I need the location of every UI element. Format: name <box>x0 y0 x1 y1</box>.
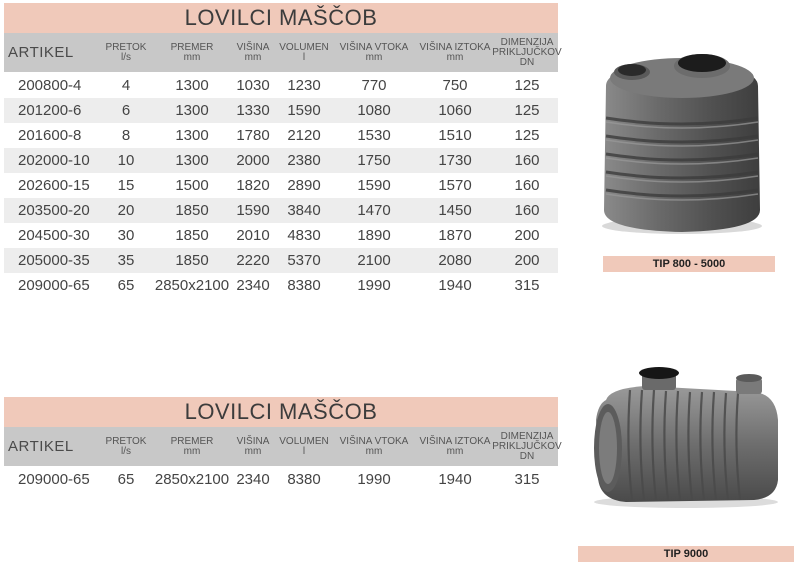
cell-premer: 1850 <box>175 252 209 269</box>
header-unit: l <box>302 445 306 457</box>
header-artikel: ARTIKEL <box>8 43 74 61</box>
table-row <box>4 467 558 492</box>
cell-artikel: 209000-65 <box>18 277 90 294</box>
cell-pretok: 35 <box>117 252 135 269</box>
header-label: PRETOK <box>105 435 147 447</box>
header-label: VIŠINA VTOKA <box>339 435 409 447</box>
cell-dimenzija: 160 <box>514 177 540 194</box>
grease-separator-table-2 <box>4 397 562 492</box>
cell-visina: 2340 <box>236 471 270 488</box>
cell-visina-vtoka: 1590 <box>357 177 391 194</box>
cell-visina: 1590 <box>236 202 270 219</box>
cell-artikel: 204500-30 <box>18 227 90 244</box>
cell-premer: 1300 <box>175 152 209 169</box>
header-unit: DN <box>519 56 535 68</box>
header-label: VIŠINA IZTOKA <box>419 435 491 447</box>
table-row <box>4 273 558 298</box>
cell-visina: 1820 <box>236 177 270 194</box>
cell-visina: 1330 <box>236 102 270 119</box>
table-row <box>4 198 558 223</box>
cell-dimenzija: 315 <box>514 277 540 294</box>
table-row <box>4 148 558 173</box>
cell-pretok: 10 <box>117 152 135 169</box>
table-header <box>4 33 562 73</box>
cell-dimenzija: 315 <box>514 471 540 488</box>
header-unit: mm <box>183 445 201 457</box>
header-visina-iztoka <box>414 43 496 63</box>
table-row <box>4 173 558 198</box>
header-unit: mm <box>244 445 262 457</box>
table-body <box>4 73 558 298</box>
cell-dimenzija: 160 <box>514 202 540 219</box>
cell-dimenzija: 200 <box>514 227 540 244</box>
cell-visina-vtoka: 1080 <box>357 102 391 119</box>
cell-visina-iztoka: 1870 <box>438 227 472 244</box>
header-unit: l/s <box>121 445 131 457</box>
cell-pretok: 20 <box>117 202 135 219</box>
header-unit: l <box>302 51 306 63</box>
table-body <box>4 467 558 492</box>
table-row <box>4 248 558 273</box>
header-label: PRIKLJUČKOV <box>492 46 562 58</box>
cell-visina-iztoka: 1060 <box>438 102 472 119</box>
header-volumen <box>274 437 334 457</box>
header-volumen <box>274 43 334 63</box>
cell-visina-vtoka: 1890 <box>357 227 391 244</box>
cell-volumen: 8380 <box>287 471 321 488</box>
cell-visina: 2220 <box>236 252 270 269</box>
cell-visina-iztoka: 1450 <box>438 202 472 219</box>
cell-pretok: 65 <box>117 277 135 294</box>
cell-premer: 1300 <box>175 77 209 94</box>
cell-volumen: 2380 <box>287 152 321 169</box>
cell-volumen: 2120 <box>287 127 321 144</box>
header-unit: l/s <box>121 51 131 63</box>
cell-visina-iztoka: 750 <box>442 77 468 94</box>
cell-visina-iztoka: 1730 <box>438 152 472 169</box>
header-visina-vtoka <box>334 437 414 457</box>
header-label: PREMER <box>170 41 214 53</box>
cell-artikel: 209000-65 <box>18 471 90 488</box>
cell-visina: 1030 <box>236 77 270 94</box>
header-artikel: ARTIKEL <box>8 437 74 455</box>
table-title: LOVILCI MAŠČOB <box>4 3 558 33</box>
cell-premer: 2850x2100 <box>154 277 230 294</box>
header-premer <box>152 437 232 457</box>
cell-pretok: 65 <box>117 471 135 488</box>
header-label: VIŠINA VTOKA <box>339 41 409 53</box>
cell-volumen: 1590 <box>287 102 321 119</box>
table-title: LOVILCI MAŠČOB <box>4 397 558 427</box>
cell-visina-iztoka: 1570 <box>438 177 472 194</box>
cell-visina: 2340 <box>236 277 270 294</box>
cell-visina-iztoka: 1510 <box>438 127 472 144</box>
cell-visina: 2010 <box>236 227 270 244</box>
header-label: PRETOK <box>105 41 147 53</box>
cell-visina-iztoka: 1940 <box>438 277 472 294</box>
header-visina-vtoka <box>334 43 414 63</box>
cell-dimenzija: 125 <box>514 102 540 119</box>
product-type-label: TIP 9000 <box>578 546 794 562</box>
cell-pretok: 15 <box>117 177 135 194</box>
cell-visina-vtoka: 1530 <box>357 127 391 144</box>
cell-volumen: 1230 <box>287 77 321 94</box>
cell-visina-vtoka: 1470 <box>357 202 391 219</box>
table-row <box>4 223 558 248</box>
header-label: VIŠINA IZTOKA <box>419 41 491 53</box>
cell-artikel: 201200-6 <box>18 102 82 119</box>
cell-dimenzija: 160 <box>514 152 540 169</box>
cell-visina-vtoka: 1990 <box>357 277 391 294</box>
cell-dimenzija: 125 <box>514 127 540 144</box>
cell-visina-iztoka: 1940 <box>438 471 472 488</box>
header-unit: mm <box>365 445 383 457</box>
header-label: VIŠINA <box>236 41 270 53</box>
cell-premer: 1300 <box>175 102 209 119</box>
grease-separator-table-1 <box>4 3 562 298</box>
header-pretok <box>100 437 152 457</box>
header-label: VOLUMEN <box>279 41 329 53</box>
header-label: VIŠINA <box>236 435 270 447</box>
product-type-label: TIP 800 - 5000 <box>603 256 775 272</box>
cell-artikel: 202600-15 <box>18 177 90 194</box>
cell-artikel: 201600-8 <box>18 127 82 144</box>
header-dimenzija <box>492 430 562 462</box>
cell-premer: 1850 <box>175 202 209 219</box>
cell-dimenzija: 200 <box>514 252 540 269</box>
header-unit: mm <box>446 51 464 63</box>
cell-premer: 1300 <box>175 127 209 144</box>
table-row <box>4 123 558 148</box>
cell-visina: 2000 <box>236 152 270 169</box>
cell-volumen: 5370 <box>287 252 321 269</box>
cell-visina-vtoka: 1990 <box>357 471 391 488</box>
cell-volumen: 8380 <box>287 277 321 294</box>
header-visina <box>232 437 274 457</box>
horizontal-tank-icon <box>586 360 786 510</box>
cell-visina-iztoka: 2080 <box>438 252 472 269</box>
header-unit: mm <box>365 51 383 63</box>
cell-volumen: 4830 <box>287 227 321 244</box>
cell-premer: 1850 <box>175 227 209 244</box>
cell-artikel: 205000-35 <box>18 252 90 269</box>
table-row <box>4 98 558 123</box>
header-label: DIMENZIJA <box>500 430 554 442</box>
cell-pretok: 30 <box>117 227 135 244</box>
cell-visina-vtoka: 2100 <box>357 252 391 269</box>
table-row <box>4 73 558 98</box>
cell-pretok: 6 <box>121 102 131 119</box>
header-unit: mm <box>244 51 262 63</box>
cell-volumen: 3840 <box>287 202 321 219</box>
header-visina <box>232 43 274 63</box>
header-dimenzija <box>492 36 562 68</box>
cell-pretok: 8 <box>121 127 131 144</box>
cell-visina-vtoka: 1750 <box>357 152 391 169</box>
header-visina-iztoka <box>414 437 496 457</box>
header-unit: DN <box>519 450 535 462</box>
cell-artikel: 200800-4 <box>18 77 82 94</box>
table-header <box>4 427 562 467</box>
cell-pretok: 4 <box>121 77 131 94</box>
header-label: PRIKLJUČKOV <box>492 440 562 452</box>
header-label: VOLUMEN <box>279 435 329 447</box>
cell-artikel: 203500-20 <box>18 202 90 219</box>
header-label: PREMER <box>170 435 214 447</box>
cell-visina: 1780 <box>236 127 270 144</box>
header-premer <box>152 43 232 63</box>
cell-premer: 2850x2100 <box>154 471 230 488</box>
header-label: DIMENZIJA <box>500 36 554 48</box>
cell-dimenzija: 125 <box>514 77 540 94</box>
header-unit: mm <box>446 445 464 457</box>
cell-volumen: 2890 <box>287 177 321 194</box>
cell-premer: 1500 <box>175 177 209 194</box>
cell-visina-vtoka: 770 <box>361 77 387 94</box>
header-pretok <box>100 43 152 63</box>
vertical-tank-icon <box>592 38 772 238</box>
cell-artikel: 202000-10 <box>18 152 90 169</box>
header-unit: mm <box>183 51 201 63</box>
